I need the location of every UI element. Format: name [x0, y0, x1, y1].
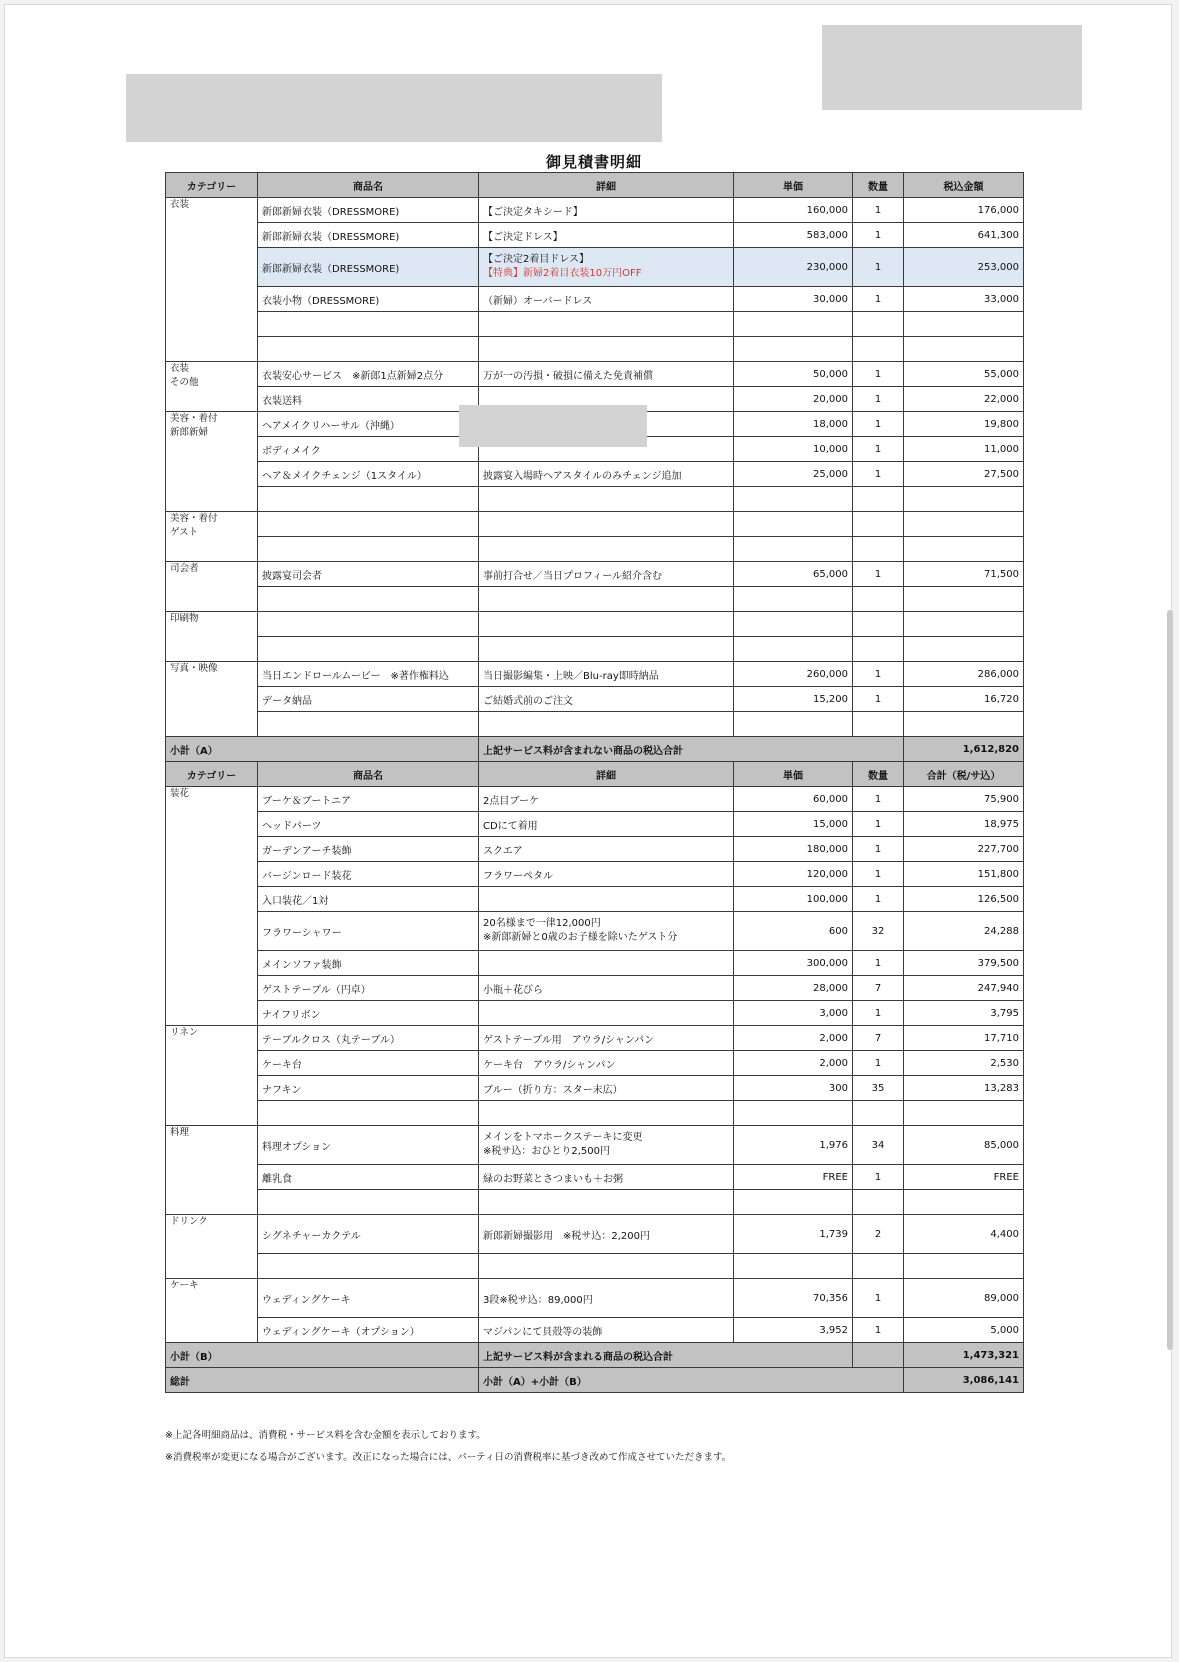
quantity: 1 — [853, 462, 904, 487]
item-detail: 2点目ブーケ — [479, 787, 734, 812]
item-name: ナイフリボン — [258, 1001, 479, 1026]
item-name: ヘア＆メイクチェンジ（1スタイル） — [258, 462, 479, 487]
grand-total-desc: 小計（A）+小計（B） — [479, 1368, 904, 1393]
item-name: メインソファ装飾 — [258, 951, 479, 976]
amount: FREE — [904, 1165, 1024, 1190]
col-header: 商品名 — [258, 173, 479, 198]
unit-price: 15,200 — [734, 687, 853, 712]
item-name: ボディメイク — [258, 437, 479, 462]
unit-price: 160,000 — [734, 198, 853, 223]
table-row — [166, 887, 1024, 912]
unit-price: 3,000 — [734, 1001, 853, 1026]
quantity: 1 — [853, 951, 904, 976]
unit-price: 20,000 — [734, 387, 853, 412]
unit-price: 15,000 — [734, 812, 853, 837]
quantity: 1 — [853, 412, 904, 437]
quantity: 1 — [853, 1051, 904, 1076]
unit-price: 10,000 — [734, 437, 853, 462]
item-name: 衣装小物（DRESSMORE) — [258, 287, 479, 312]
unit-price: 100,000 — [734, 887, 853, 912]
item-name: 離乳食 — [258, 1165, 479, 1190]
amount: 641,300 — [904, 223, 1024, 248]
unit-price: 1,976 — [734, 1126, 853, 1165]
grand-total-label: 総計 — [166, 1368, 479, 1393]
quantity: 1 — [853, 1001, 904, 1026]
table-row — [166, 1126, 1024, 1165]
item-detail: （新婦）オーバードレス — [479, 287, 734, 312]
item-detail — [479, 248, 734, 287]
amount: 19,800 — [904, 412, 1024, 437]
amount: 247,940 — [904, 976, 1024, 1001]
amount: 55,000 — [904, 362, 1024, 387]
category-cell: 衣装 — [166, 198, 258, 362]
detail-line: 【ご決定2着目ドレス】 — [483, 254, 590, 265]
amount: 85,000 — [904, 1126, 1024, 1165]
promo-line: 【特典】新婦2着目衣装10万円OFF — [483, 268, 642, 279]
table-row — [166, 362, 1024, 387]
amount: 3,795 — [904, 1001, 1024, 1026]
empty-row — [166, 637, 1024, 662]
col-header: 詳細 — [479, 762, 734, 787]
amount: 22,000 — [904, 387, 1024, 412]
quantity: 1 — [853, 248, 904, 287]
table-row — [166, 976, 1024, 1001]
unit-price: 260,000 — [734, 662, 853, 687]
unit-price: 65,000 — [734, 562, 853, 587]
col-header: カテゴリー — [166, 762, 258, 787]
item-detail: 緑のお野菜とさつまいも＋お粥 — [479, 1165, 734, 1190]
table-row — [166, 462, 1024, 487]
quantity: 1 — [853, 787, 904, 812]
item-detail — [479, 1001, 734, 1026]
item-name: フラワーシャワー — [258, 912, 479, 951]
item-name: テーブルクロス（丸テーブル） — [258, 1026, 479, 1051]
table-row — [166, 1279, 1024, 1318]
item-name: ナフキン — [258, 1076, 479, 1101]
category-cell: 装花 — [166, 787, 258, 1026]
item-name: ブーケ＆ブートニア — [258, 787, 479, 812]
unit-price: 3,952 — [734, 1318, 853, 1343]
amount: 17,710 — [904, 1026, 1024, 1051]
item-detail: ゲストテーブル用 アウラ/シャンパン — [479, 1026, 734, 1051]
unit-price: 300 — [734, 1076, 853, 1101]
item-detail: 事前打合せ／当日プロフィール紹介含む — [479, 562, 734, 587]
item-name: ガーデンアーチ装飾 — [258, 837, 479, 862]
table-row — [166, 687, 1024, 712]
grand-total-amount: 3,086,141 — [904, 1368, 1024, 1393]
unit-price: FREE — [734, 1165, 853, 1190]
quantity: 32 — [853, 912, 904, 951]
item-detail: スクエア — [479, 837, 734, 862]
category-cell: 司会者 — [166, 562, 258, 612]
item-name: 衣装安心サービス ※新郎1点新婦2点分 — [258, 362, 479, 387]
item-detail: 披露宴入場時ヘアスタイルのみチェンジ追加 — [479, 462, 734, 487]
table-row — [166, 787, 1024, 812]
item-detail: ご結婚式前のご注文 — [479, 687, 734, 712]
item-name: ゲストテーブル（円卓） — [258, 976, 479, 1001]
item-name: 披露宴司会者 — [258, 562, 479, 587]
quantity: 1 — [853, 1318, 904, 1343]
empty-row — [166, 1190, 1024, 1215]
empty-row — [166, 537, 1024, 562]
quantity: 1 — [853, 287, 904, 312]
item-detail — [479, 887, 734, 912]
amount: 176,000 — [904, 198, 1024, 223]
amount: 24,288 — [904, 912, 1024, 951]
amount: 151,800 — [904, 862, 1024, 887]
item-name: バージンロード装花 — [258, 862, 479, 887]
table-header-row — [166, 173, 1024, 198]
empty-row — [166, 312, 1024, 337]
amount: 2,530 — [904, 1051, 1024, 1076]
item-detail: 小瓶＋花びら — [479, 976, 734, 1001]
empty-row — [166, 512, 1024, 537]
table-row — [166, 1051, 1024, 1076]
col-header: カテゴリー — [166, 173, 258, 198]
item-detail: 万が一の汚損・破損に備えた免責補償 — [479, 362, 734, 387]
category-cell: 料理 — [166, 1126, 258, 1215]
item-detail: 【ご決定タキシード】 — [479, 198, 734, 223]
quantity: 1 — [853, 1279, 904, 1318]
quantity: 1 — [853, 837, 904, 862]
category-line: 衣装 — [170, 363, 190, 374]
unit-price: 600 — [734, 912, 853, 951]
item-detail: 【ご決定ドレス】 — [479, 223, 734, 248]
unit-price: 28,000 — [734, 976, 853, 1001]
unit-price: 30,000 — [734, 287, 853, 312]
col-header: 合計（税/サ込） — [904, 762, 1024, 787]
footnote: ※上記各明細商品は、消費税・サービス料を含む金額を表示しております。 — [165, 1430, 486, 1441]
empty-row — [166, 337, 1024, 362]
quantity: 1 — [853, 437, 904, 462]
quantity: 1 — [853, 387, 904, 412]
unit-price: 583,000 — [734, 223, 853, 248]
amount: 227,700 — [904, 837, 1024, 862]
subtotal-amount: 1,612,820 — [904, 737, 1024, 762]
item-detail — [479, 951, 734, 976]
item-detail: CDにて着用 — [479, 812, 734, 837]
item-name: 入口装花／1対 — [258, 887, 479, 912]
item-name: ウェディングケーキ — [258, 1279, 479, 1318]
quantity: 1 — [853, 812, 904, 837]
table-row — [166, 198, 1024, 223]
table-row — [166, 248, 1024, 287]
unit-price: 230,000 — [734, 248, 853, 287]
unit-price: 1,739 — [734, 1215, 853, 1254]
amount: 18,975 — [904, 812, 1024, 837]
quantity: 2 — [853, 1215, 904, 1254]
amount: 11,000 — [904, 437, 1024, 462]
subtotal-desc: 上記サービス料が含まれる商品の税込合計 — [479, 1343, 853, 1368]
amount: 4,400 — [904, 1215, 1024, 1254]
footnotes — [165, 1425, 731, 1469]
footnote: ※消費税率が変更になる場合がございます。改正になった場合には、パーティ日の消費税率に基づき改めて作成させていただきます。 — [165, 1451, 732, 1463]
quantity: 7 — [853, 1026, 904, 1051]
redacted-block — [459, 405, 647, 447]
quantity: 7 — [853, 976, 904, 1001]
category-cell: 印刷物 — [166, 612, 258, 662]
item-detail: 3段※税サ込：89,000円 — [479, 1279, 734, 1318]
category-line: 新郎新婦 — [170, 427, 209, 439]
item-detail — [479, 1126, 734, 1165]
item-detail: 当日撮影編集・上映／Blu-ray即時納品 — [479, 662, 734, 687]
amount: 126,500 — [904, 887, 1024, 912]
detail-line: ※税サ込：おひとり2,500円 — [483, 1146, 611, 1157]
quantity: 1 — [853, 887, 904, 912]
unit-price: 50,000 — [734, 362, 853, 387]
table-row — [166, 223, 1024, 248]
quantity: 1 — [853, 687, 904, 712]
amount: 71,500 — [904, 562, 1024, 587]
item-detail: ケーキ台 アウラ/シャンパン — [479, 1051, 734, 1076]
subtotal-desc: 上記サービス料が含まれない商品の税込合計 — [479, 737, 904, 762]
unit-price: 18,000 — [734, 412, 853, 437]
amount: 379,500 — [904, 951, 1024, 976]
unit-price: 2,000 — [734, 1026, 853, 1051]
empty-row — [166, 1254, 1024, 1279]
subtotal-label: 小計（B） — [166, 1343, 479, 1368]
quantity: 1 — [853, 362, 904, 387]
item-detail: マジパンにて貝殻等の装飾 — [479, 1318, 734, 1343]
category-cell: リネン — [166, 1026, 258, 1126]
item-name: ウェディングケーキ（オプション） — [258, 1318, 479, 1343]
unit-price: 60,000 — [734, 787, 853, 812]
scrollbar[interactable] — [1167, 610, 1173, 1350]
quantity: 1 — [853, 862, 904, 887]
item-detail: 新郎新婦撮影用 ※税サ込：2,200円 — [479, 1215, 734, 1254]
quantity: 1 — [853, 562, 904, 587]
estimate-table-a — [165, 172, 1024, 1393]
amount: 27,500 — [904, 462, 1024, 487]
table-row — [166, 287, 1024, 312]
item-name: ヘアメイクリハーサル（沖縄） — [258, 412, 479, 437]
col-header: 数量 — [853, 762, 904, 787]
table-row — [166, 912, 1024, 951]
category-line: 美容・着付 — [170, 413, 218, 424]
grand-total-row — [166, 1368, 1024, 1393]
item-name: 料理オプション — [258, 1126, 479, 1165]
amount: 16,720 — [904, 687, 1024, 712]
table-row — [166, 562, 1024, 587]
table-row — [166, 1165, 1024, 1190]
empty-row — [166, 612, 1024, 637]
table-row — [166, 1026, 1024, 1051]
amount: 253,000 — [904, 248, 1024, 287]
item-detail — [479, 912, 734, 951]
detail-line: メインをトマホークステーキに変更 — [483, 1132, 643, 1143]
empty-row — [166, 487, 1024, 512]
table-row — [166, 662, 1024, 687]
category-cell — [166, 512, 258, 562]
empty-row — [166, 712, 1024, 737]
subtotal-amount: 1,473,321 — [904, 1343, 1024, 1368]
col-header: 数量 — [853, 173, 904, 198]
quantity: 1 — [853, 223, 904, 248]
subtotal-label: 小計（A） — [166, 737, 479, 762]
quantity: 1 — [853, 662, 904, 687]
table-row — [166, 1076, 1024, 1101]
amount: 5,000 — [904, 1318, 1024, 1343]
col-header: 単価 — [734, 762, 853, 787]
item-name: シグネチャーカクテル — [258, 1215, 479, 1254]
amount: 75,900 — [904, 787, 1024, 812]
category-cell: ケーキ — [166, 1279, 258, 1343]
item-name: データ納品 — [258, 687, 479, 712]
quantity: 1 — [853, 1165, 904, 1190]
amount: 89,000 — [904, 1279, 1024, 1318]
unit-price: 25,000 — [734, 462, 853, 487]
table-row — [166, 812, 1024, 837]
detail-line: ※新郎新婦と0歳のお子様を除いたゲスト分 — [483, 932, 678, 943]
item-name: 当日エンドロールムービー ※著作権料込 — [258, 662, 479, 687]
table-row — [166, 862, 1024, 887]
quantity: 35 — [853, 1076, 904, 1101]
amount: 33,000 — [904, 287, 1024, 312]
item-name: 衣装送料 — [258, 387, 479, 412]
category-line: ゲスト — [170, 527, 199, 539]
table-row — [166, 1318, 1024, 1343]
unit-price: 2,000 — [734, 1051, 853, 1076]
table-row — [166, 1215, 1024, 1254]
amount: 286,000 — [904, 662, 1024, 687]
category-line: その他 — [170, 377, 199, 389]
category-line: 美容・着付 — [170, 513, 218, 524]
unit-price: 70,356 — [734, 1279, 853, 1318]
item-name: 新郎新婦衣装（DRESSMORE) — [258, 248, 479, 287]
item-detail: ブルー（折り方：スター末広） — [479, 1076, 734, 1101]
col-header: 商品名 — [258, 762, 479, 787]
item-name: 新郎新婦衣装（DRESSMORE) — [258, 223, 479, 248]
document-title: 御見積書明細 — [545, 153, 642, 171]
quantity: 34 — [853, 1126, 904, 1165]
subtotal-b-row — [166, 1343, 1024, 1368]
redacted-block — [822, 25, 1082, 110]
category-cell — [166, 412, 258, 512]
subtotal-a-row — [166, 737, 1024, 762]
category-cell — [166, 362, 258, 412]
item-name: ケーキ台 — [258, 1051, 479, 1076]
col-header: 詳細 — [479, 173, 734, 198]
amount: 13,283 — [904, 1076, 1024, 1101]
item-name: 新郎新婦衣装（DRESSMORE) — [258, 198, 479, 223]
table-row — [166, 951, 1024, 976]
table-header-row — [166, 762, 1024, 787]
table-row — [166, 837, 1024, 862]
unit-price: 120,000 — [734, 862, 853, 887]
quantity: 1 — [853, 198, 904, 223]
detail-line: 20名様まで一律12,000円 — [483, 918, 601, 929]
table-row — [166, 1001, 1024, 1026]
empty-row — [166, 587, 1024, 612]
col-header: 税込金額 — [904, 173, 1024, 198]
unit-price: 180,000 — [734, 837, 853, 862]
empty-row — [166, 1101, 1024, 1126]
item-name: ヘッドパーツ — [258, 812, 479, 837]
estimate-page — [4, 4, 1172, 1658]
unit-price: 300,000 — [734, 951, 853, 976]
item-detail: フラワーペタル — [479, 862, 734, 887]
col-header: 単価 — [734, 173, 853, 198]
category-cell: 写真・映像 — [166, 662, 258, 737]
redacted-block — [126, 74, 662, 142]
category-cell: ドリンク — [166, 1215, 258, 1279]
